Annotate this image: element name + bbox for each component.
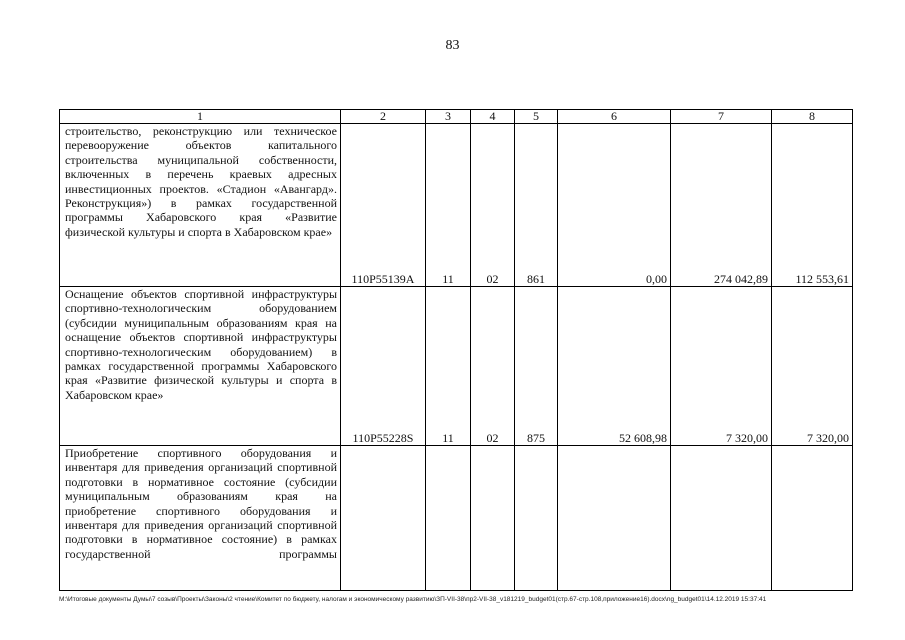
row-section — [426, 446, 471, 591]
row-description: Приобретение спортивного оборудования и инвентаря для приведения организаций спортивной подготовки в нормативное состояние (субсидии муниципальным образованиям края на приобретение спортивного оборудования и инвентаря для приведения организаций спортивной подготовки в нормативное состояние) в рамках государственной программы — [60, 446, 341, 591]
header-cell-1: 1 — [60, 110, 341, 124]
header-cell-5: 5 — [515, 110, 558, 124]
header-cell-3: 3 — [426, 110, 471, 124]
row-type: 861 — [515, 124, 558, 287]
row-type: 875 — [515, 287, 558, 446]
header-cell-4: 4 — [471, 110, 515, 124]
row-description: строительство, реконструкцию или техническое перевооружение объектов капитального строительства муниципальной собственности, включенных в перечень краевых адресных инвестиционных проектов. «Стадион «Авангард». Реконструкция») в рамках государственной программы Хабаровского края «Развитие физической культуры и спорта в Хабаровском крае» — [60, 124, 341, 287]
row-section: 11 — [426, 124, 471, 287]
row-amount-col6 — [558, 446, 671, 591]
row-amount-col7: 7 320,00 — [671, 287, 772, 446]
header-row — [60, 110, 853, 124]
header-cell-7: 7 — [671, 110, 772, 124]
header-cell-8: 8 — [772, 110, 853, 124]
row-subsection — [471, 446, 515, 591]
row-amount-col8: 7 320,00 — [772, 287, 853, 446]
row-amount-col8 — [772, 446, 853, 591]
row-code — [341, 446, 426, 591]
row-code: 110Р55228S — [341, 287, 426, 446]
row-description: Оснащение объектов спортивной инфраструктуры спортивно-технологическим оборудованием (субсидии муниципальным образованиям края на оснащение объектов спортивной инфраструктуры спортивно-технологическим оборудованием) в рамках государственной программы Хабаровского края «Развитие физической культуры и спорта в Хабаровском крае» — [60, 287, 341, 446]
table-row — [60, 287, 853, 446]
row-amount-col7 — [671, 446, 772, 591]
table-row — [60, 124, 853, 287]
row-subsection: 02 — [471, 287, 515, 446]
row-code: 110Р55139А — [341, 124, 426, 287]
row-amount-col6: 0,00 — [558, 124, 671, 287]
header-cell-2: 2 — [341, 110, 426, 124]
row-amount-col8: 112 553,61 — [772, 124, 853, 287]
row-type — [515, 446, 558, 591]
table-row — [60, 446, 853, 591]
page-number: 83 — [445, 38, 460, 53]
row-subsection: 02 — [471, 124, 515, 287]
row-amount-col7: 274 042,89 — [671, 124, 772, 287]
budget-table — [59, 109, 853, 591]
row-section: 11 — [426, 287, 471, 446]
row-amount-col6: 52 608,98 — [558, 287, 671, 446]
header-cell-6: 6 — [558, 110, 671, 124]
footer-file-path: M:\Итоговые документы Думы\7 созыв\Проекты\Законы\2 чтение\Комитет по бюджету, налогам и экономическому развитию\ЗП-VII-38\пр2-VII-38_v181219_budget01(стр.67-стр.108,приложение16).docx\ng_budget01\14.12.2019 15:37:41 — [59, 596, 767, 603]
